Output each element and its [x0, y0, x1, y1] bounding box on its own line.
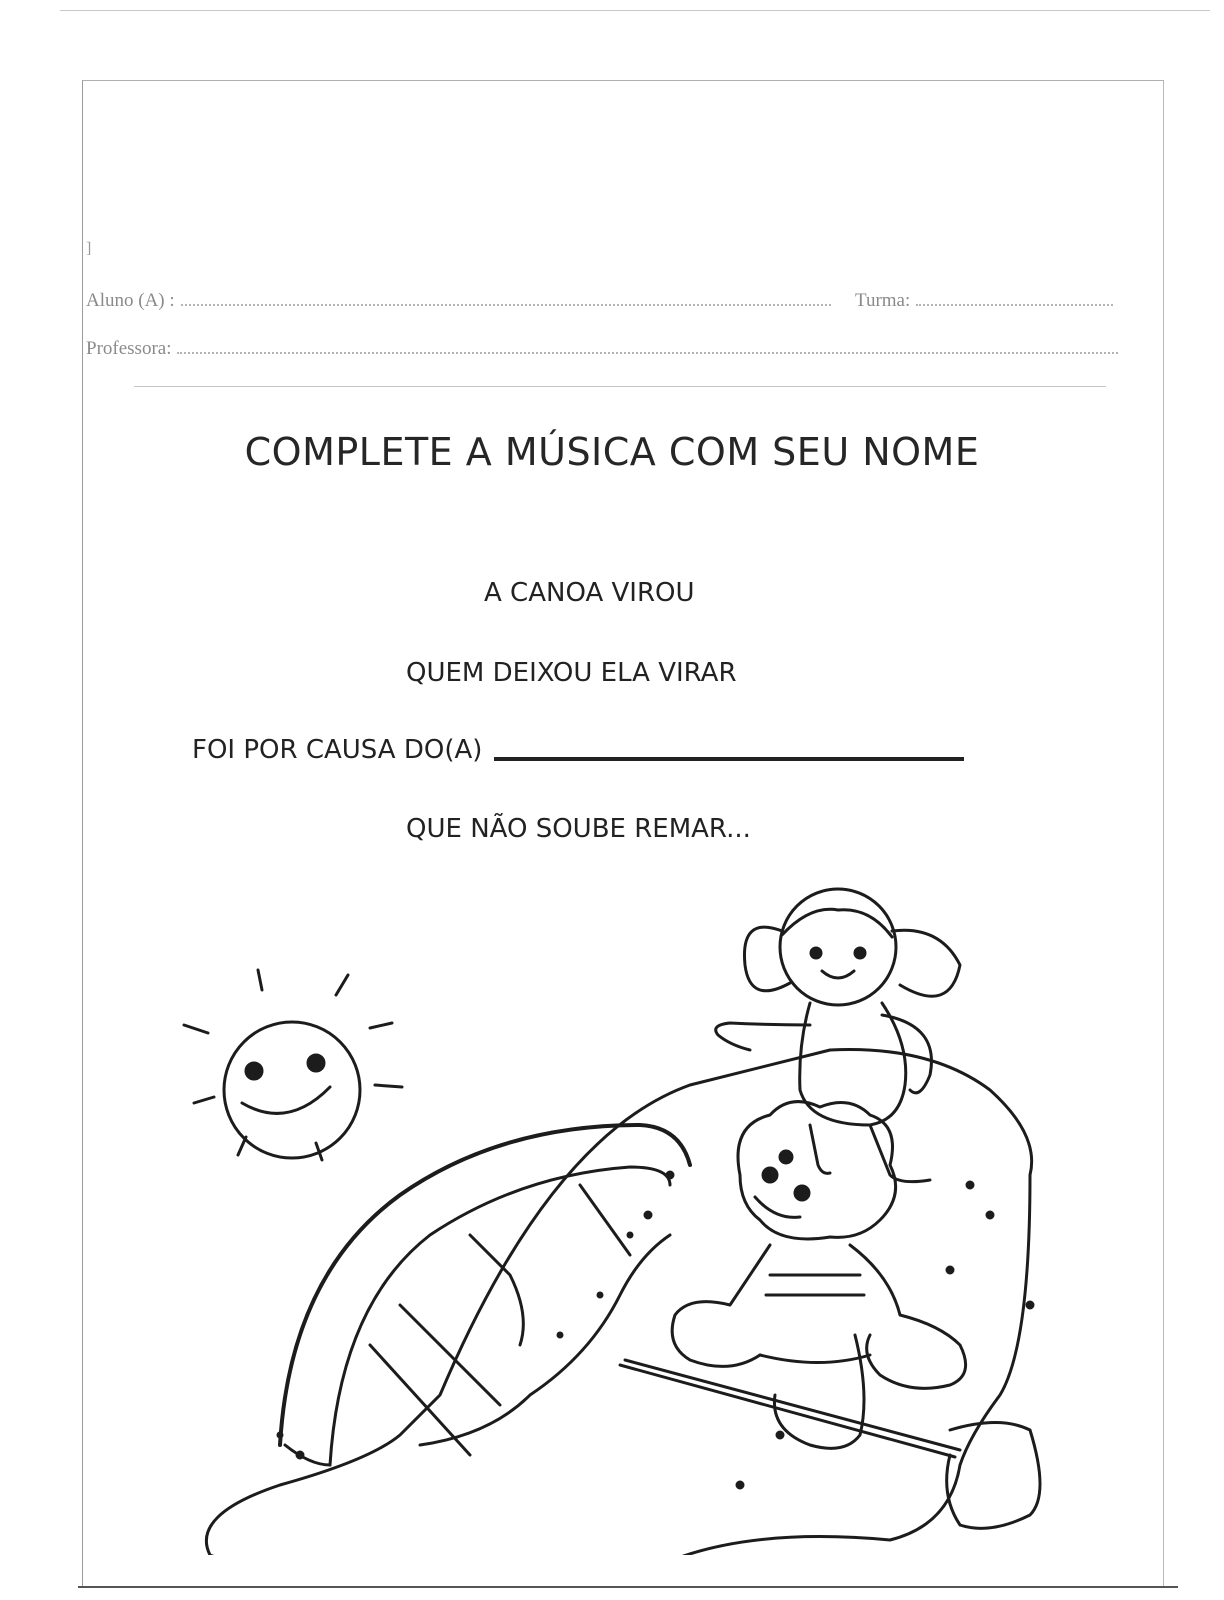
lyric-line-3	[192, 735, 964, 765]
girl-figure	[716, 889, 960, 1182]
scan-edge-line	[60, 10, 1210, 11]
student-label: Aluno (A) :	[86, 290, 175, 311]
name-blank[interactable]	[494, 757, 964, 761]
overturned-canoe-icon	[280, 1125, 690, 1465]
class-label: Turma:	[855, 290, 911, 311]
class-field[interactable]	[855, 290, 1113, 312]
worksheet-bottom-edge	[78, 1586, 1178, 1588]
lyric-line-2: QUEM DEIXOU ELA VIRAR	[406, 658, 737, 688]
beach-illustration	[170, 875, 1060, 1555]
page-title: COMPLETE A MÚSICA COM SEU NOME	[244, 430, 980, 474]
sun-icon	[184, 970, 402, 1160]
teacher-dotted-line[interactable]	[177, 338, 1118, 354]
header-divider	[134, 386, 1106, 387]
student-name-field[interactable]	[86, 290, 831, 312]
lyric-line-3-text: FOI POR CAUSA DO(A)	[192, 735, 483, 765]
student-dotted-line[interactable]	[181, 290, 831, 306]
stray-bracket: ]	[86, 240, 92, 257]
boy-figure	[672, 1102, 965, 1449]
lyric-line-1: A CANOA VIROU	[484, 578, 695, 608]
lyric-line-4: QUE NÃO SOUBE REMAR...	[406, 814, 751, 844]
paddle-icon	[620, 1360, 1040, 1528]
teacher-field[interactable]	[86, 338, 1118, 360]
class-dotted-line[interactable]	[916, 290, 1113, 306]
teacher-label: Professora:	[86, 338, 172, 359]
